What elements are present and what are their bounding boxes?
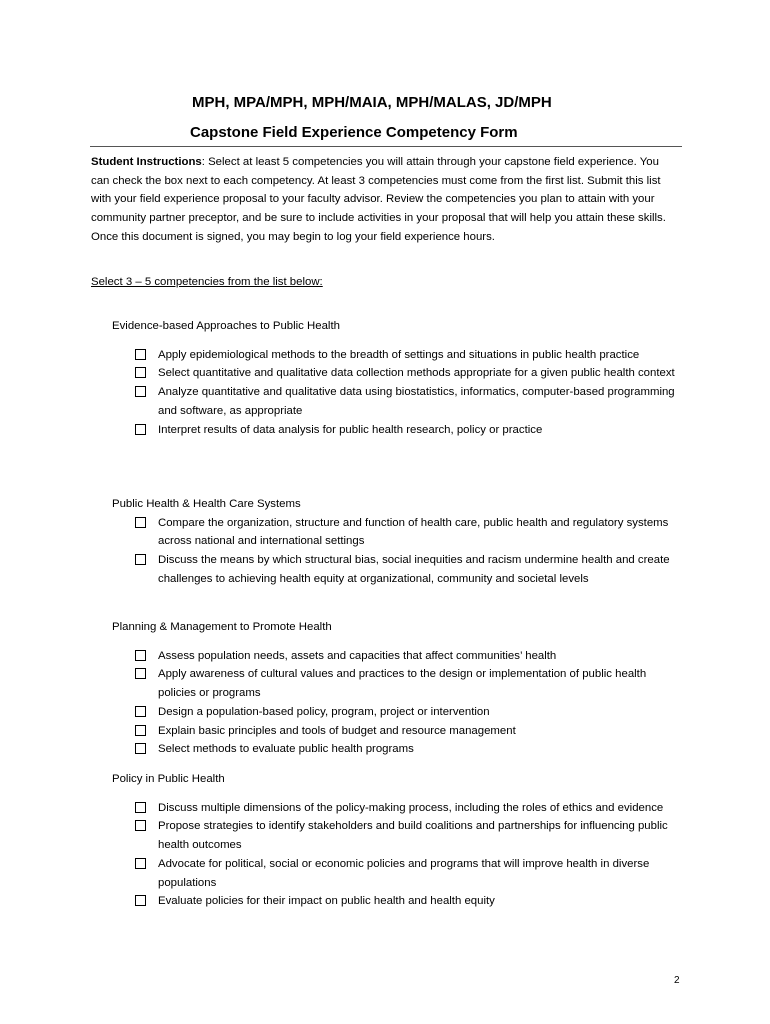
competency-list: [112, 799, 682, 911]
competency-checkbox[interactable]: [135, 725, 146, 736]
competency-label: Discuss the means by which structural bias, social inequities and racism undermine health and create challenges to achieving health equity at organizational, community and societal levels: [158, 554, 670, 585]
competency-item: [112, 647, 682, 666]
competency-label: Evaluate policies for their impact on public health and health equity: [158, 895, 495, 908]
section-policy-public-health: [112, 770, 682, 911]
competency-item: [112, 892, 682, 911]
section-evidence-based-approaches: [112, 317, 682, 439]
competency-checkbox[interactable]: [135, 743, 146, 754]
competency-item: [112, 421, 682, 440]
competency-item: [112, 551, 682, 588]
competency-item: [112, 817, 682, 854]
competency-item: [112, 722, 682, 741]
competency-label: Apply awareness of cultural values and practices to the design or implementation of public health policies or programs: [158, 668, 647, 700]
competency-label: Design a population-based policy, program, project or intervention: [158, 705, 490, 718]
competency-checkbox[interactable]: [135, 386, 146, 397]
competency-checkbox[interactable]: [135, 858, 146, 869]
competency-label: Apply epidemiological methods to the breadth of settings and situations in public health practice: [158, 348, 640, 361]
competency-list: [112, 346, 682, 440]
competency-item: [112, 346, 682, 365]
instructions-label: Student Instructions: [91, 156, 202, 168]
document-subtitle: Capstone Field Experience Competency Form: [190, 124, 518, 141]
competency-checkbox[interactable]: [135, 668, 146, 679]
competency-checkbox[interactable]: [135, 424, 146, 435]
competency-checkbox[interactable]: [135, 802, 146, 813]
competency-item: [112, 740, 682, 759]
document-title: MPH, MPA/MPH, MPH/MAIA, MPH/MALAS, JD/MPH: [192, 94, 552, 111]
section-planning-management: [112, 618, 682, 759]
competency-item: [112, 364, 682, 383]
competency-label: Advocate for political, social or economic policies and programs that will improve health in diverse populations: [158, 857, 650, 889]
section-title: Policy in Public Health: [112, 773, 225, 785]
competency-checkbox[interactable]: [135, 367, 146, 378]
competency-label: Assess population needs, assets and capacities that affect communities’ health: [158, 649, 557, 662]
competency-checkbox[interactable]: [135, 349, 146, 360]
competency-item: [112, 855, 682, 892]
competency-list: [112, 514, 682, 589]
instructions-text: : Select at least 5 competencies you will attain through your capstone field experience. You can check the box next to each competency. At least 3 competencies must come from the first list. Submit this list with your field experience proposal to your faculty advisor. Review the competencies you plan to attain with your community partner preceptor, and be sure to include activities in your proposal that will help you attain these skills. Once this document is signed, you may begin to log your field experience hours.: [91, 156, 666, 243]
page-number: 2: [674, 975, 680, 986]
competency-label: Select quantitative and qualitative data collection methods appropriate for a given public health context: [158, 367, 675, 380]
competency-label: Explain basic principles and tools of budget and resource management: [158, 724, 516, 737]
competency-item: [112, 799, 682, 818]
competency-label: Discuss multiple dimensions of the policy-making process, including the roles of ethics and evidence: [158, 801, 664, 814]
competency-checkbox[interactable]: [135, 895, 146, 906]
student-instructions: [91, 153, 671, 247]
competency-checkbox[interactable]: [135, 706, 146, 717]
section-title: Public Health & Health Care Systems: [112, 498, 301, 510]
competency-item: [112, 514, 682, 551]
competency-checkbox[interactable]: [135, 650, 146, 661]
select-competencies-heading: Select 3 – 5 competencies from the list below:: [91, 276, 323, 288]
competency-label: Compare the organization, structure and function of health care, public health and regulatory systems across national and international settings: [158, 516, 669, 548]
section-title: Planning & Management to Promote Health: [112, 621, 332, 633]
competency-label: Propose strategies to identify stakeholders and build coalitions and partnerships for influencing public health outcomes: [158, 820, 668, 852]
competency-item: [112, 665, 682, 702]
competency-item: [112, 703, 682, 722]
competency-checkbox[interactable]: [135, 820, 146, 831]
header-divider: [90, 146, 682, 147]
competency-checkbox[interactable]: [135, 554, 146, 565]
section-title: Evidence-based Approaches to Public Health: [112, 320, 340, 332]
competency-label: Interpret results of data analysis for public health research, policy or practice: [158, 423, 543, 436]
section-health-care-systems: [112, 495, 682, 589]
competency-label: Analyze quantitative and qualitative data using biostatistics, informatics, computer-based programming and software, as appropriate: [158, 386, 675, 417]
competency-list: [112, 647, 682, 759]
competency-item: [112, 383, 682, 420]
competency-checkbox[interactable]: [135, 517, 146, 528]
competency-label: Select methods to evaluate public health programs: [158, 743, 414, 756]
